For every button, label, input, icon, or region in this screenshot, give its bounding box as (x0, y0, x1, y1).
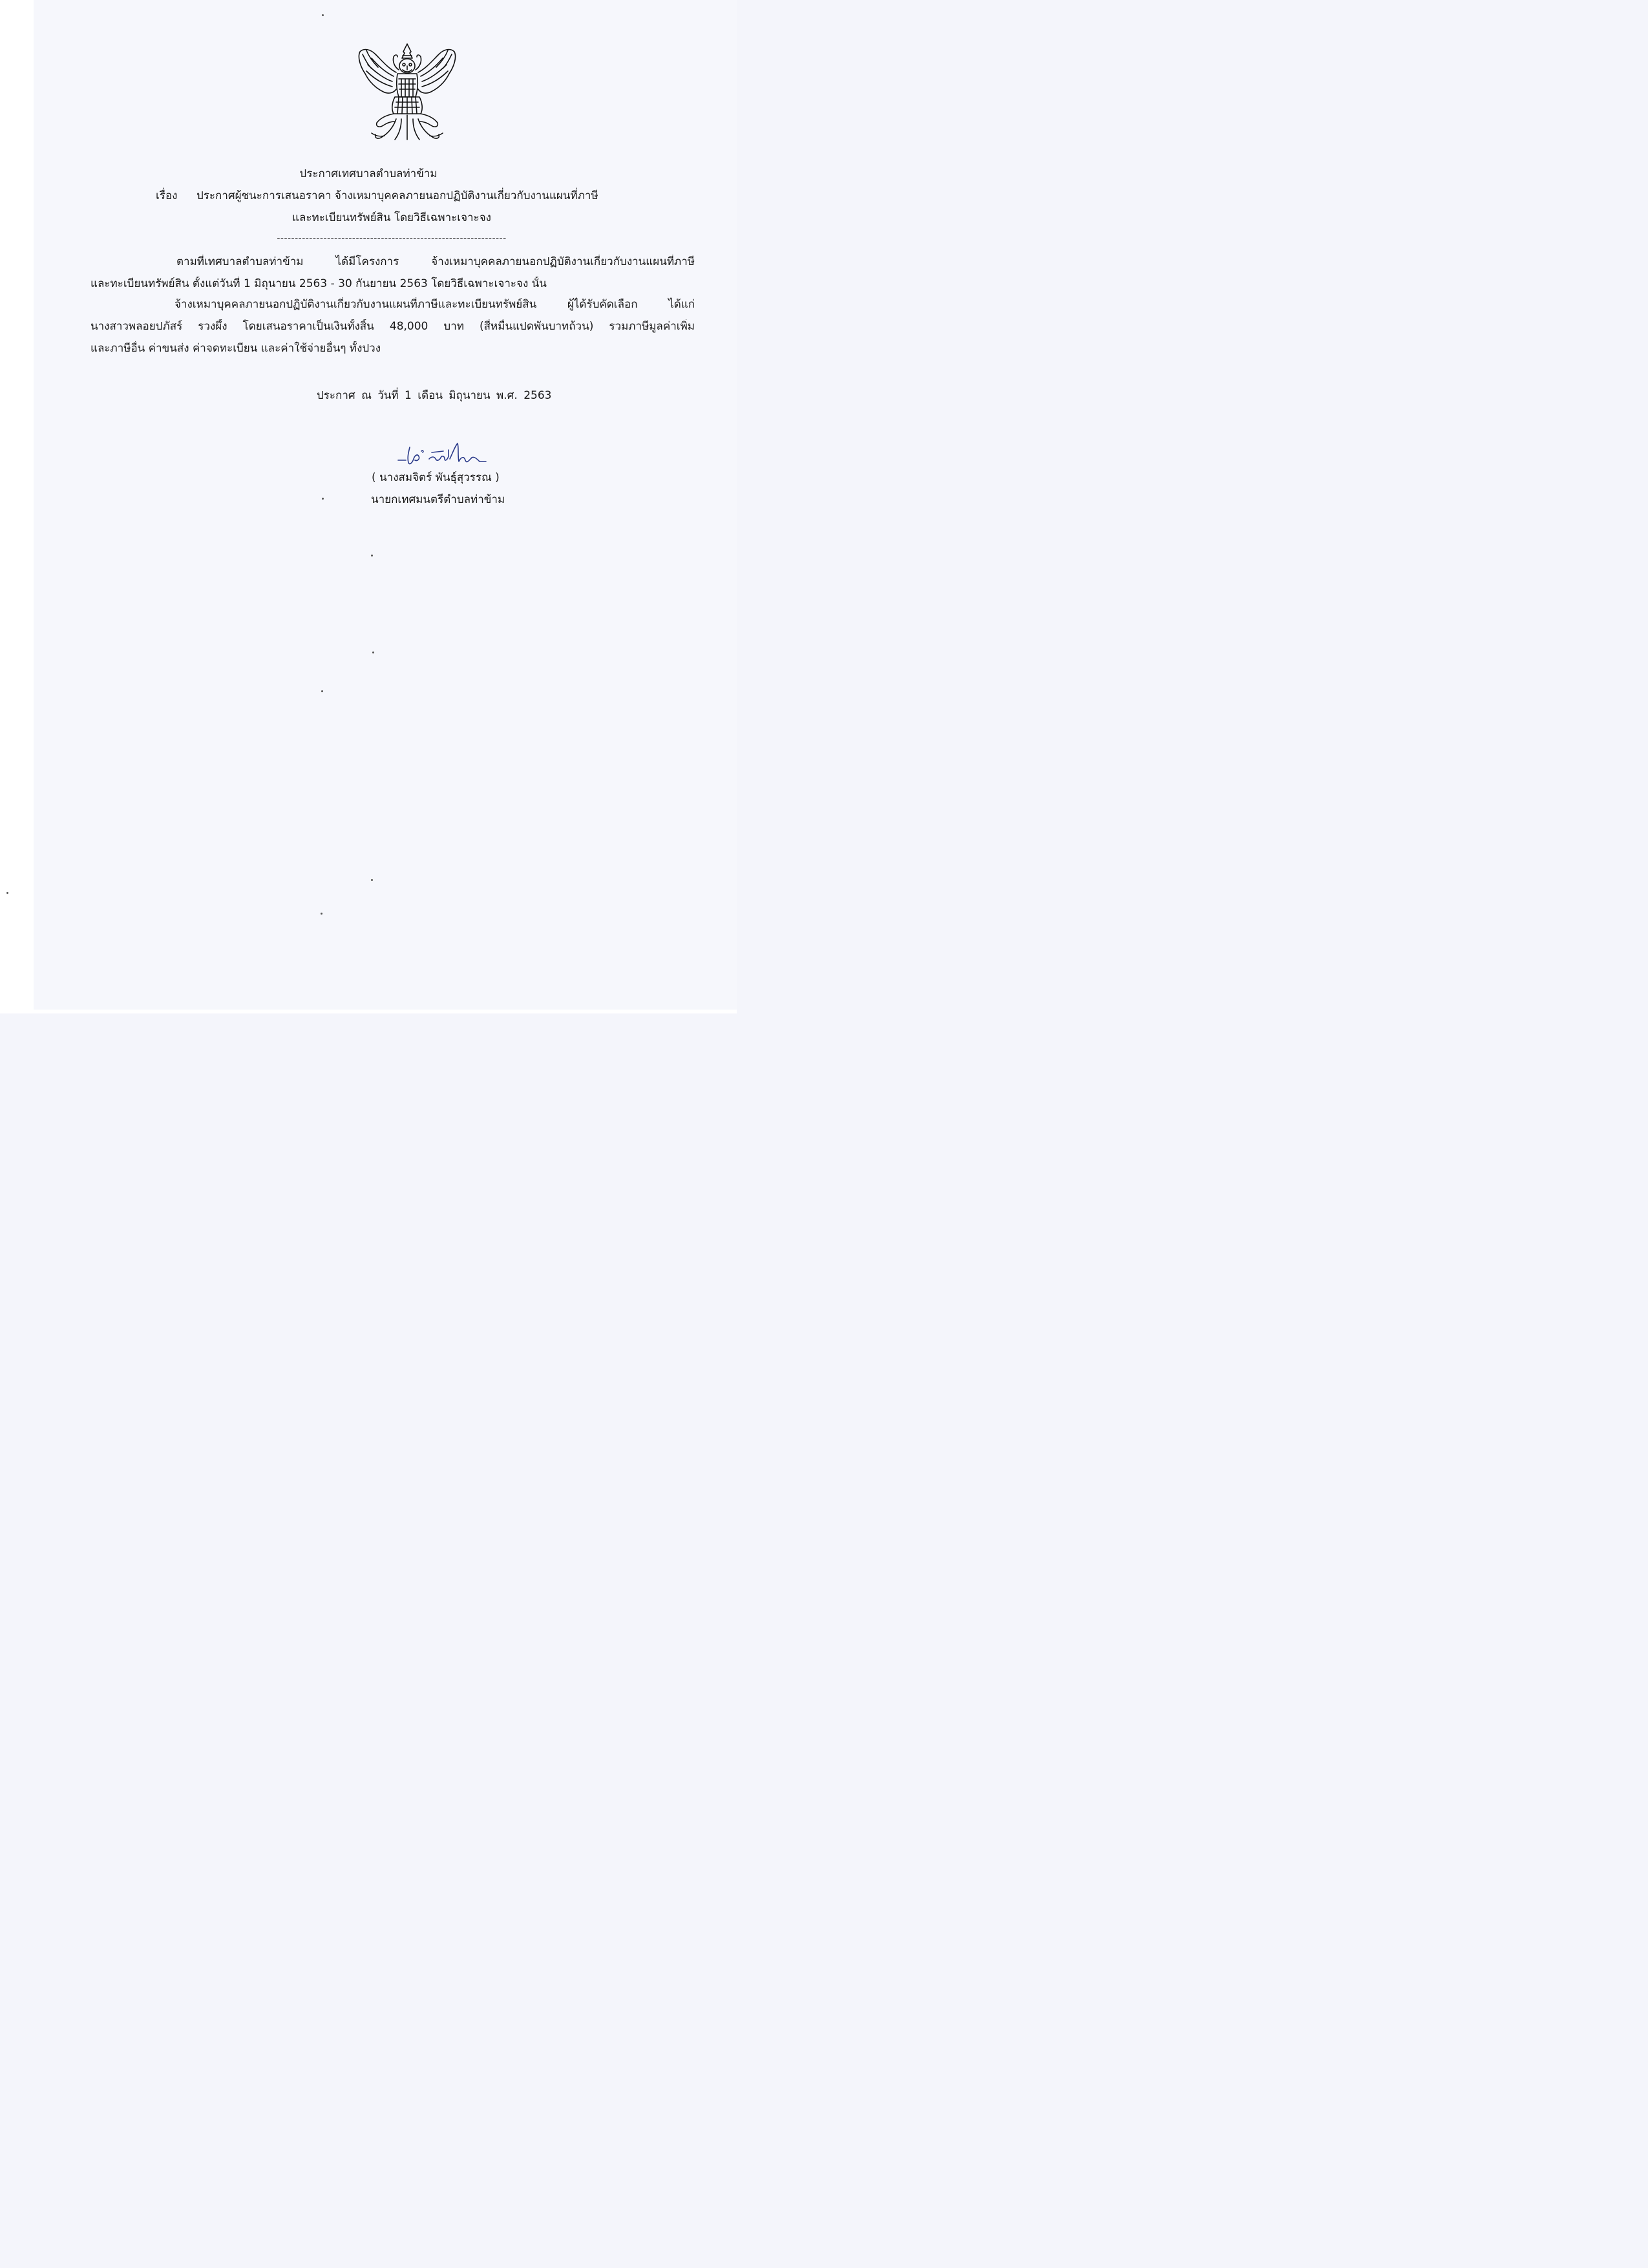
paragraph-2 (90, 297, 695, 312)
scan-speck (6, 892, 8, 894)
handwritten-signature-icon (396, 437, 492, 468)
scan-speck (372, 652, 374, 653)
document-page (0, 0, 737, 1013)
subject-line-2: และทะเบียนทรัพย์สิน โดยวิธีเฉพาะเจาะจง (292, 211, 491, 224)
paragraph-1-cont (90, 277, 695, 291)
scan-margin (0, 0, 34, 1013)
document-title: ประกาศเทศบาลตำบลท่าข้าม (299, 167, 438, 180)
scan-bottom-margin (0, 1010, 737, 1013)
paragraph-2-line-2: นางสาวพลอยปภัสร์ รวงผึ้ง โดยเสนอราคาเป็นเงินทั้งสิ้น 48,000 บาท (สี่หมื่นแปดพันบาทถ้วน) รวมภาษีมูลค่าเพิ่ม (90, 320, 695, 333)
scan-speck (322, 14, 324, 16)
signatory-name: ( นางสมจิตร์ พันธุ์สุวรรณ ) (372, 471, 500, 484)
paragraph-2-line-1: จ้างเหมาบุคคลภายนอกปฏิบัติงานเกี่ยวกับงานแผนที่ภาษีและทะเบียนทรัพย์สิน ผู้ได้รับคัดเลือก ได้แก่ (174, 298, 695, 311)
paragraph-2-line-3: และภาษีอื่น ค่าขนส่ง ค่าจดทะเบียน และค่าใช้จ่ายอื่นๆ ทั้งปวง (90, 342, 381, 355)
paragraph-1 (90, 255, 695, 269)
garuda-emblem-icon (356, 43, 458, 143)
signatory-position: นายกเทศมนตรีตำบลท่าข้าม (371, 493, 505, 506)
scan-speck (371, 555, 373, 556)
paragraph-2-end (90, 341, 695, 355)
subject-label: เรื่อง (156, 189, 178, 202)
header-divider: ---------------------------------------------------------------- (277, 233, 507, 244)
paragraph-1-line-1: ตามที่เทศบาลตำบลท่าข้าม ได้มีโครงการ จ้างเหมาบุคคลภายนอกปฏิบัติงานเกี่ยวกับงานแผนที่ภาษี (176, 255, 695, 268)
scan-speck (321, 690, 323, 692)
subject-line-1: ประกาศผู้ชนะการเสนอราคา จ้างเหมาบุคคลภายนอกปฏิบัติงานเกี่ยวกับงานแผนที่ภาษี (196, 189, 598, 202)
scan-speck (321, 913, 322, 915)
scan-speck (371, 879, 373, 881)
announcement-date: ประกาศ ณ วันที่ 1 เดือน มิถุนายน พ.ศ. 2563 (317, 389, 552, 402)
paragraph-1-line-2: และทะเบียนทรัพย์สิน ตั้งแต่วันที่ 1 มิถุนายน 2563 - 30 กันยายน 2563 โดยวิธีเฉพาะเจาะจง นั้น (90, 277, 547, 290)
scan-speck (322, 498, 324, 500)
paragraph-2-cont (90, 319, 695, 334)
